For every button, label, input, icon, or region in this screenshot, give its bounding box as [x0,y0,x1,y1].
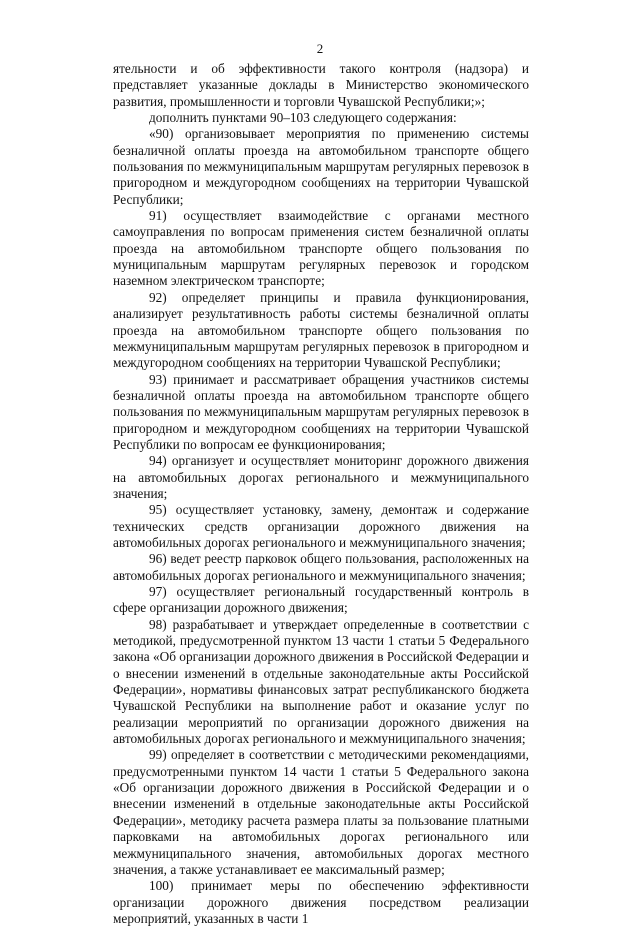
paragraph-item-93: 93) принимает и рассматривает обращения участников системы безналичной оплаты проезда на автомобильном транспорте общего пользования по межмуниципальным маршрутам регулярных перевозок в пригородном и междугородном сообщениях на территории Чувашской Республики по вопросам ее функционирования; [113,371,529,452]
paragraph-item-91: 91) осуществляет взаимодействие с органами местного самоуправления по вопросам применения систем безналичной оплаты проезда на автомобильном транспорте общего пользования по муниципальным маршрутам регулярных перевозок и городском наземном электрическом транспорте; [113,208,529,289]
paragraph-item-90: «90) организовывает мероприятия по применению системы безналичной оплаты проезда на автомобильном транспорте общего пользования по межмуниципальным маршрутам регулярных перевозок в пригородном и междугородном сообщениях на территории Чувашской Республики; [113,126,529,207]
paragraph-item-97: 97) осуществляет региональный государственный контроль в сфере организации дорожного движения; [113,584,529,616]
paragraph-item-95: 95) осуществляет установку, замену, демонтаж и содержание технических средств организации дорожного движения на автомобильных дорогах регионального и межмуниципального значения; [113,502,529,550]
paragraph-item-98: 98) разрабатывает и утверждает определенные в соответствии с методикой, предусмотренной пунктом 13 части 1 статьи 5 Федерального закона «Об организации дорожного движения в Российской Федерации и о внесении изменений в отдельные законодательные акты Российской Федерации», нормативы финансовых затрат республиканского бюджета Чувашской Республики на выполнение работ и оказание услуг по реализации мероприятий по организации дорожного движения на автомобильных дорогах регионального и межмуниципального значения; [113,616,529,747]
document-body [113,61,529,927]
paragraph-intro: дополнить пунктами 90–103 следующего содержания: [149,110,457,126]
paragraph-item-94: 94) организует и осуществляет мониторинг дорожного движения на автомобильных дорогах регионального и межмуниципального значения; [113,453,529,501]
paragraph-item-96: 96) ведет реестр парковок общего пользования, расположенных на автомобильных дорогах регионального и межмуниципального значения; [113,551,529,583]
paragraph-item-99: 99) определяет в соответствии с методическими рекомендациями, предусмотренными пунктом 14 части 1 статьи 5 Федерального закона «Об организации дорожного движения в Российской Федерации и о внесении изменений в отдельные законодательные акты Российской Федерации», методику расчета размера платы за пользование платными парковками на автомобильных дорогах регионального или межмуниципального значения, автомобильных дорогах местного значения, а также устанавливает ее максимальный размер; [113,747,529,877]
paragraph-item-92: 92) определяет принципы и правила функционирования, анализирует результативность работы системы безналичной оплаты проезда на автомобильном транспорте общего пользования по межмуниципальным маршрутам регулярных перевозок в пригородном и междугородном сообщениях на территории Чувашской Республики; [113,289,529,371]
paragraph-continuation: ятельности и об эффективности такого контроля (надзора) и представляет указанные доклады в Министерство экономического развития, промышленности и торговли Чувашской Республики;»; [113,61,529,109]
paragraph-item-100: 100) принимает меры по обеспечению эффективности организации дорожного движения посредством реализации мероприятий, указанных в части 1 [113,878,529,926]
page-number: 2 [316,41,324,56]
